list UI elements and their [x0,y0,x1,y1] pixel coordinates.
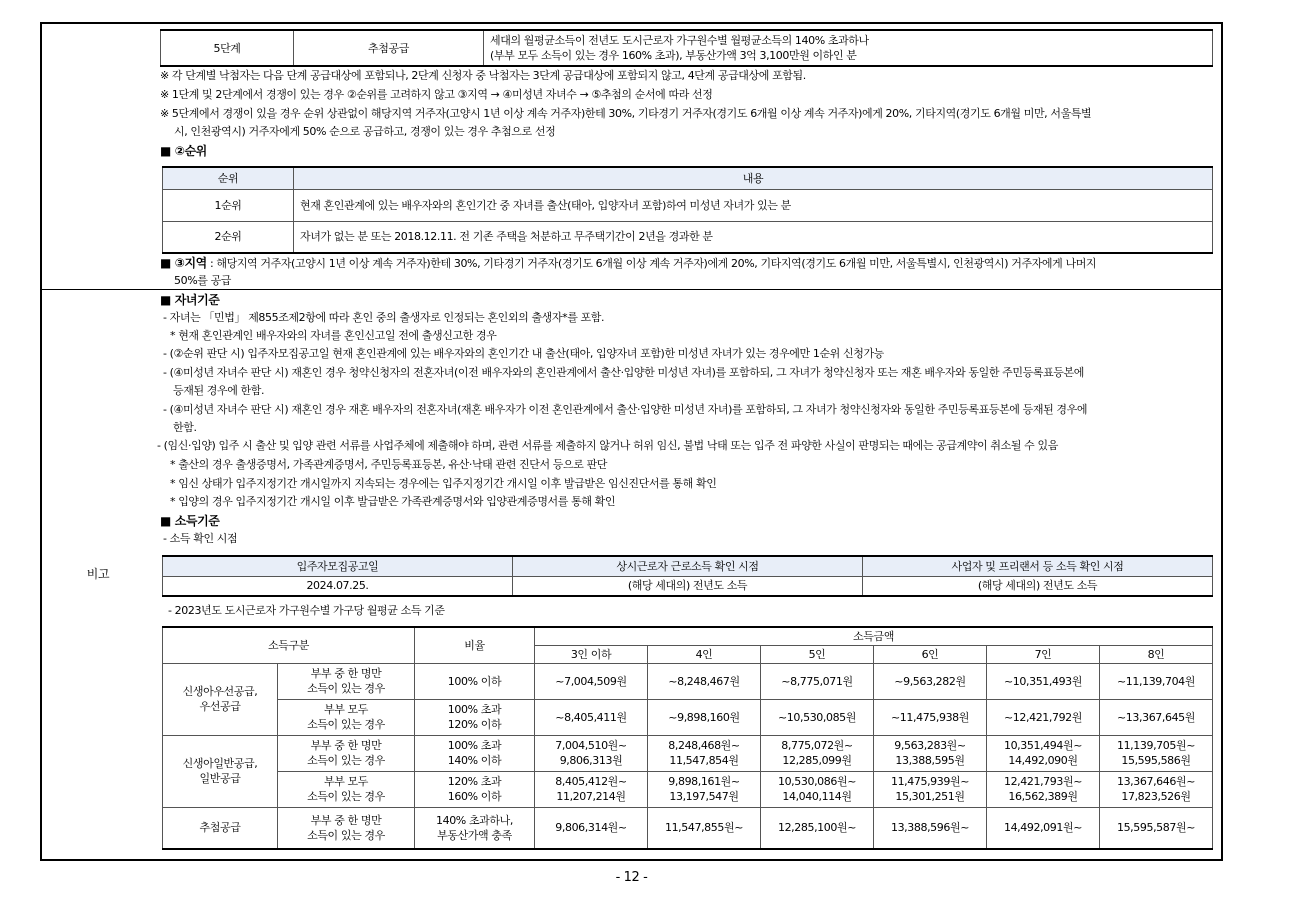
income-group-name-line: 일반공급 [199,772,241,785]
income-col-7: 7인 [987,645,1100,663]
note-2: ※ 1단계 및 2단계에서 경쟁이 있는 경우 ②순위를 고려하지 않고 ③지역 → ④미성년 자녀수 → ⑤추첨의 순서에 따라 선정 [160,88,713,101]
income-subtype-line: 소득이 있는 경우 [307,718,385,731]
income-ratio-line: 120% 초과 [447,775,502,788]
income-amount-cell [648,699,761,735]
income-ratio-line: 100% 초과 [447,739,502,752]
region-heading: ■ ③지역 [160,256,207,270]
income-amount-value: ~10,530,085원 [777,710,857,724]
rank-1-label: 1순위 [163,189,294,221]
income-subtype-line: 소득이 있는 경우 [307,828,385,842]
income-basis: - 2023년도 도시근로자 가구원수별 가구당 월평균 소득 기준 [168,604,445,617]
stage-desc-line2: (부부 모두 소득이 있는 경우 160% 초과), 부동산가액 3억 3,100만원 이하인 분 [490,49,857,62]
income-amount-value-upper: 17,823,526원 [1121,790,1191,803]
income-amount-cell [648,771,761,807]
income-col-3: 3인 이하 [535,645,648,663]
rank-2-label: 2순위 [163,221,294,253]
income-amount-value-upper: 14,040,114원 [782,790,852,803]
income-ratio-line: 100% 초과 [447,703,502,716]
income-amount-value: 11,139,705원~ [1116,739,1196,752]
rank-heading: ■ ②순위 [160,144,207,158]
income-amount-value: ~13,367,645원 [1116,710,1196,724]
check-header-3: 사업자 및 프리랜서 등 소득 확인 시점 [863,556,1213,576]
child-line-11: * 입양의 경우 입주지정기간 개시일 이후 발급받은 가족관계증명서와 입양관계증명서를 통해 확인 [170,495,616,508]
check-value-1: 2024.07.25. [163,576,513,596]
income-amount-value: ~8,248,467원 [668,674,740,688]
income-amount-cell [987,735,1100,771]
income-amount-value: ~8,405,411원 [555,710,627,724]
income-subtype [278,771,415,807]
income-amount-cell [874,735,987,771]
region-line [160,254,1096,271]
income-amount-cell [987,663,1100,699]
method-cell: 추첨공급 [294,30,484,66]
income-ratio [415,699,535,735]
income-header-amount: 소득금액 [535,627,1213,645]
child-line-3: - (②순위 판단 시) 입주자모집공고일 현재 혼인관계에 있는 배우자와의 혼인기간 내 출산(태아, 입양자녀 포함)한 미성년 자녀가 있는 경우에만 1순위 신청가능 [163,347,884,360]
income-subtype [278,735,415,771]
income-subtype-line: 소득이 있는 경우 [307,790,385,803]
income-amount-cell [761,699,874,735]
income-ratio [415,771,535,807]
income-amount-cell [987,699,1100,735]
income-amount-value: ~10,351,493원 [1003,674,1083,688]
check-header-2: 상시근로자 근로소득 확인 시점 [513,556,863,576]
income-ratio-line: 140% 초과하나, [436,813,513,827]
income-group-name [163,663,278,735]
income-amount-cell [761,771,874,807]
income-amount-cell [648,663,761,699]
stage-desc-cell [484,30,1213,66]
income-amount-cell [761,663,874,699]
income-amount-value: 8,405,412원~ [555,775,627,788]
income-group-name-line: 추첨공급 [199,821,241,835]
income-ratio [415,735,535,771]
income-col-5: 5인 [761,645,874,663]
income-amount-value: 11,547,855원~ [664,821,744,835]
section-divider [40,289,1223,290]
income-ratio-line: 160% 이하 [447,790,502,803]
income-amount-value: 12,285,100원~ [777,821,857,835]
income-amount-value: 14,492,091원~ [1003,821,1083,835]
income-amount-value-upper: 13,197,547원 [669,790,739,803]
income-amount-cell [1100,807,1213,849]
rank-header-rank: 순위 [163,167,294,189]
income-amount-cell [648,735,761,771]
income-ratio-line: 부동산가액 충족 [437,828,512,842]
income-ratio [415,663,535,699]
income-amount-value: ~8,775,071원 [781,674,853,688]
check-value-2: (해당 세대의) 전년도 소득 [513,576,863,596]
income-point: - 소득 확인 시점 [163,532,238,545]
income-subtype [278,807,415,849]
rank-1-text: 현재 혼인관계에 있는 배우자와의 혼인기간 중 자녀를 출산(태아, 입양자녀 포함)하여 미성년 자녀가 있는 분 [294,189,1213,221]
income-heading: ■ 소득기준 [160,514,220,528]
income-amount-value: 9,563,283원~ [894,739,966,752]
income-amount-cell [761,735,874,771]
income-subtype [278,699,415,735]
income-amount-cell [874,771,987,807]
region-text-2: 50%를 공급 [174,274,232,287]
income-amount-cell [987,807,1100,849]
income-amount-value-upper: 15,595,586원 [1121,754,1191,767]
income-amount-cell [1100,663,1213,699]
income-amount-value-upper: 14,492,090원 [1008,754,1078,767]
income-amount-value-upper: 11,207,214원 [556,790,626,803]
income-subtype-line: 부부 모두 [323,703,368,716]
child-line-4: - (④미성년 자녀수 판단 시) 재혼인 경우 청약신청자의 전혼자녀(이전 배우자와의 혼인관계에서 출산·입양한 미성년 자녀)를 포함하되, 그 자녀가 청약신청자 또는 재혼 배우자와 동일한 주민등록표등본에 [163,366,1084,379]
child-line-8: - (임신·입양) 입주 시 출산 및 입양 관련 서류를 사업주체에 제출해야 하며, 관련 서류를 제출하지 않거나 허위 임신, 불법 낙태 또는 입주 전 파양한 사실이 판명되는 때에는 공급계약이 취소될 수 있음 [157,439,1058,452]
income-subtype-line: 부부 중 한 명만 [310,813,382,827]
note-1: ※ 각 단계별 낙첨자는 다음 단계 공급대상에 포함되나, 2단계 신청자 중 낙첨자는 3단계 공급대상에 포함되지 않고, 4단계 공급대상에 포함됨. [160,69,806,82]
income-amount-value: ~9,898,160원 [668,710,740,724]
check-value-3: (해당 세대의) 전년도 소득 [863,576,1213,596]
income-col-8: 8인 [1100,645,1213,663]
income-amount-value: ~12,421,792원 [1003,710,1083,724]
income-subtype-line: 부부 중 한 명만 [310,739,382,752]
income-ratio-line: 140% 이하 [447,754,502,767]
income-amount-value: ~7,004,509원 [555,674,627,688]
child-line-1: - 자녀는 「민법」 제855조제2항에 따라 혼인 중의 출생자로 인정되는 혼인외의 출생자*를 포함. [163,311,605,324]
income-subtype-line: 소득이 있는 경우 [307,754,385,767]
child-line-5: 등재된 경우에 한함. [173,384,265,397]
income-amount-cell [761,807,874,849]
income-amount-value-upper: 11,547,854원 [669,754,739,767]
income-amount-value: 12,421,793원~ [1003,775,1083,788]
income-amount-cell [535,663,648,699]
income-amount-cell [874,663,987,699]
income-amount-value: 8,248,468원~ [668,739,740,752]
income-amount-value: 9,806,314원~ [555,821,627,835]
income-amount-value-upper: 16,562,389원 [1008,790,1078,803]
income-amount-value-upper: 12,285,099원 [782,754,852,767]
income-ratio-line: 100% 이하 [447,674,502,688]
child-heading: ■ 자녀기준 [160,293,220,307]
stage-cell: 5단계 [161,30,294,66]
stage-table [160,29,1213,67]
region-text-1: : 해당지역 거주자(고양시 1년 이상 계속 거주자)한테 30%, 기타경기 거주자(경기도 6개월 이상 계속 거주자)에게 20%, 기타지역(경기도 6개월 미만, 서울특별시, 인천광역시) 거주자에게 나머지 [206,257,1097,270]
income-ratio-line: 120% 이하 [447,718,502,731]
income-amount-cell [1100,735,1213,771]
income-amount-value: 11,475,939원~ [890,775,970,788]
income-amount-cell [535,807,648,849]
income-header-type: 소득구분 [163,627,415,663]
income-table [162,626,1213,850]
income-col-6: 6인 [874,645,987,663]
income-amount-value: 7,004,510원~ [555,739,627,752]
income-amount-cell [535,735,648,771]
child-line-10: * 임신 상태가 입주지정기간 개시일까지 지속되는 경우에는 입주지정기간 개시일 이후 발급받은 임신진단서를 통해 확인 [170,477,717,490]
income-header-ratio: 비율 [415,627,535,663]
child-line-2: * 현재 혼인관계인 배우자와의 자녀를 혼인신고일 전에 출생신고한 경우 [170,329,497,342]
rank-2-text: 자녀가 없는 분 또는 2018.12.11. 전 기존 주택을 처분하고 무주택기간이 2년을 경과한 분 [294,221,1213,253]
income-amount-value-upper: 13,388,595원 [895,754,965,767]
income-amount-value: 15,595,587원~ [1116,821,1196,835]
income-ratio [415,807,535,849]
income-amount-value: ~11,139,704원 [1116,674,1196,688]
income-amount-value: 8,775,072원~ [781,739,853,752]
income-amount-cell [987,771,1100,807]
child-line-9: * 출산의 경우 출생증명서, 가족관계증명서, 주민등록표등본, 유산·낙태 관련 진단서 등으로 판단 [170,458,608,471]
child-line-7: 한함. [173,421,197,434]
income-group-name-line: 신생아우선공급, [182,685,258,698]
note-4: 시, 인천광역시) 거주자에게 50% 순으로 공급하고, 경쟁이 있는 경우 추첨으로 선정 [174,125,556,138]
income-amount-value: 10,530,086원~ [777,775,857,788]
income-amount-value: 13,367,646원~ [1116,775,1196,788]
income-amount-cell [874,807,987,849]
page-number: - 12 - [615,870,648,885]
income-amount-cell [1100,771,1213,807]
income-subtype-line: 소득이 있는 경우 [307,682,385,695]
note-3: ※ 5단계에서 경쟁이 있을 경우 순위 상관없이 해당지역 거주자(고양시 1년 이상 계속 거주자)한테 30%, 기타경기 거주자(경기도 6개월 이상 계속 거주자)에게 20%, 기타지역(경기도 6개월 미만, 서울특별 [160,107,1092,120]
income-amount-cell [648,807,761,849]
income-check-table [162,555,1213,597]
income-amount-value-upper: 15,301,251원 [895,790,965,803]
income-amount-value: ~9,563,282원 [894,674,966,688]
check-header-1: 입주자모집공고일 [163,556,513,576]
income-col-4: 4인 [648,645,761,663]
income-amount-cell [874,699,987,735]
income-amount-cell [535,771,648,807]
income-subtype-line: 부부 중 한 명만 [310,667,382,680]
income-subtype-line: 부부 모두 [323,775,368,788]
child-line-6: - (④미성년 자녀수 판단 시) 재혼인 경우 재혼 배우자의 전혼자녀(재혼 배우자가 이전 혼인관계에서 출산·입양한 미성년 자녀)를 포함하되, 그 자녀가 청약신청자와 동일한 주민등록표등본에 등재된 경우에 [163,403,1088,416]
income-amount-cell [535,699,648,735]
income-group-name-line: 우선공급 [199,700,241,713]
income-amount-value: 10,351,494원~ [1003,739,1083,752]
remarks-label: 비고 [86,567,110,581]
income-amount-value-upper: 9,806,313원 [559,754,623,767]
stage-desc-line1: 세대의 월평균소득이 전년도 도시근로자 가구원수별 월평균소득의 140% 초과하나 [490,34,869,47]
income-subtype [278,663,415,699]
income-amount-cell [1100,699,1213,735]
income-group-name-line: 신생아일반공급, [182,757,258,770]
income-amount-value: 13,388,596원~ [890,821,970,835]
income-amount-value: 9,898,161원~ [668,775,740,788]
income-amount-value: ~11,475,938원 [890,710,970,724]
rank-header-content: 내용 [294,167,1213,189]
rank-table [162,166,1213,254]
income-group-name [163,735,278,807]
income-group-name [163,807,278,849]
